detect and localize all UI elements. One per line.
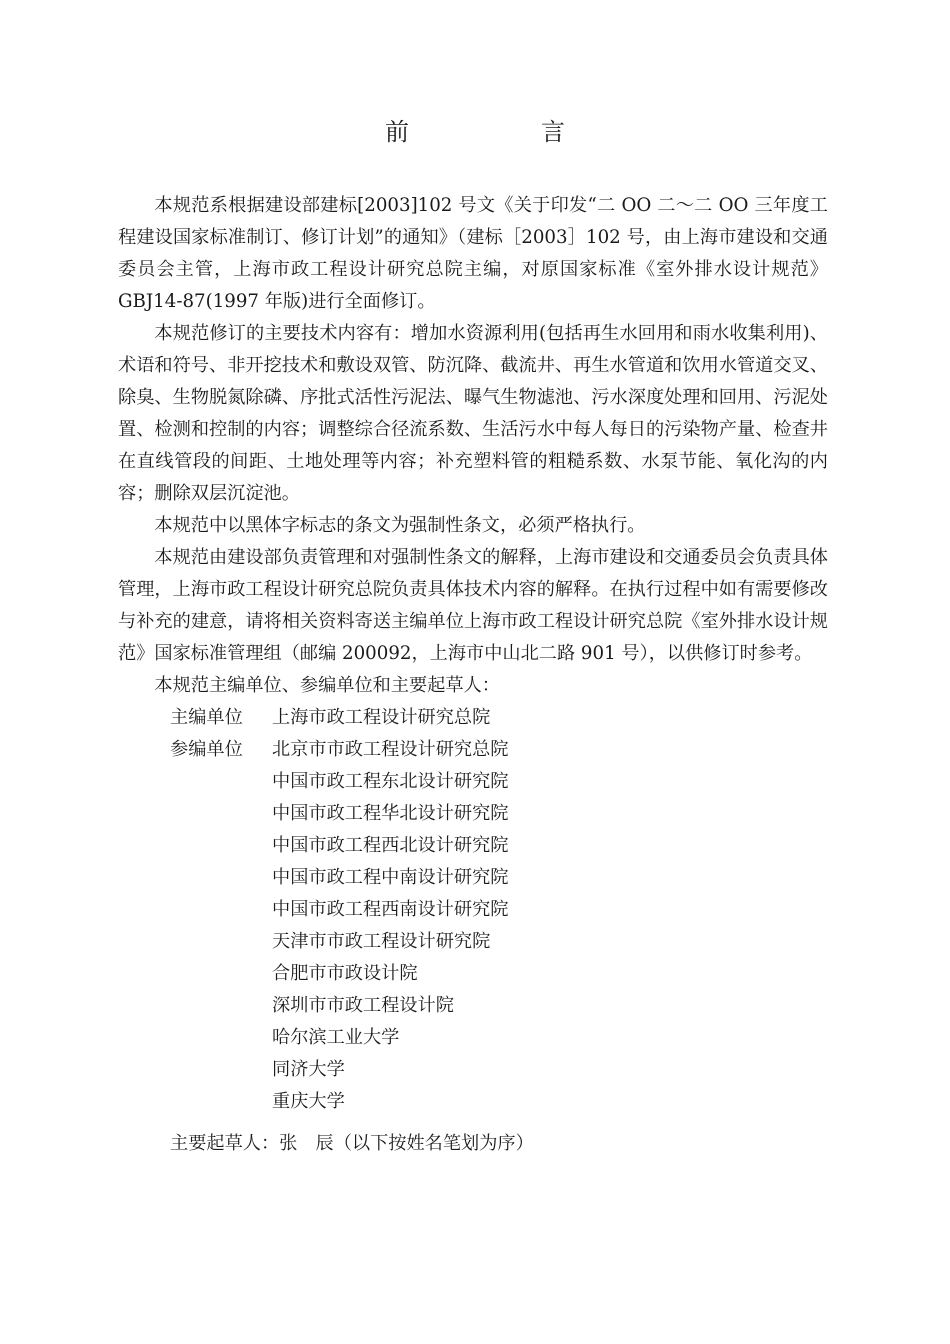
paragraph-1: 本规范系根据建设部建标[2003]102 号文《关于印发“二 OO 二～二 OO 三年度工程建设国家标准制订、修订计划”的通知》（建标［2003］102 号，由上海市建设和交通委员会主管，上海市政工程设计研究总院主编，对原国家标准《室外排水设计规范》GBJ14-87(1997 年版)进行全面修订。 bbox=[118, 195, 828, 312]
chief-unit-row bbox=[170, 702, 828, 734]
participating-units-row bbox=[170, 734, 828, 1118]
chief-unit-name: 上海市政工程设计研究总院 bbox=[272, 707, 491, 728]
participating-unit: 中国市政工程东北设计研究院 bbox=[272, 771, 509, 792]
page-title: 前 言 bbox=[385, 118, 619, 146]
main-drafters: 主要起草人：张 辰（以下按姓名笔划为序） bbox=[170, 1133, 534, 1154]
paragraph-3: 本规范中以黑体字标志的条文为强制性条文，必须严格执行。 bbox=[154, 515, 646, 536]
participating-unit: 中国市政工程西北设计研究院 bbox=[272, 835, 509, 856]
paragraph-2: 本规范修订的主要技术内容有：增加水资源利用(包括再生水回用和雨水收集利用)、术语和符号、非开挖技术和敷设双管、防沉降、截流井、再生水管道和饮用水管道交叉、除臭、生物脱氮除磷、序批式活性污泥法、曝气生物滤池、污水深度处理和回用、污泥处置、检测和控制的内容；调整综合径流系数、生活污水中每人每日的污染物产量、检查井在直线管段的间距、土地处理等内容；补充塑料管的粗糙系数、水泵节能、氧化沟的内容；删除双层沉淀池。 bbox=[118, 323, 828, 504]
participating-unit: 中国市政工程中南设计研究院 bbox=[272, 867, 509, 888]
participating-unit: 北京市市政工程设计研究总院 bbox=[272, 739, 509, 760]
participating-unit: 同济大学 bbox=[272, 1059, 345, 1080]
participating-unit: 合肥市市政设计院 bbox=[272, 963, 418, 984]
participating-units-label: 参编单位 bbox=[170, 739, 243, 760]
preface-body bbox=[118, 190, 828, 1160]
units-section bbox=[118, 702, 828, 1118]
participating-unit: 深圳市市政工程设计院 bbox=[272, 995, 454, 1016]
participating-units-list bbox=[272, 734, 508, 1118]
chief-unit-label: 主编单位 bbox=[170, 707, 243, 728]
paragraph-5: 本规范主编单位、参编单位和主要起草人： bbox=[154, 675, 500, 696]
participating-unit: 中国市政工程西南设计研究院 bbox=[272, 899, 509, 920]
participating-unit: 重庆大学 bbox=[272, 1091, 345, 1112]
participating-unit: 天津市市政工程设计研究院 bbox=[272, 931, 491, 952]
participating-unit: 中国市政工程华北设计研究院 bbox=[272, 803, 509, 824]
paragraph-4: 本规范由建设部负责管理和对强制性条文的解释，上海市建设和交通委员会负责具体管理，上海市政工程设计研究总院负责具体技术内容的解释。在执行过程中如有需要修改与补充的建意，请将相关资料寄送主编单位上海市政工程设计研究总院《室外排水设计规范》国家标准管理组（邮编 200092，上海市中山北二路 901 号），以供修订时参考。 bbox=[118, 547, 828, 664]
participating-unit: 哈尔滨工业大学 bbox=[272, 1027, 400, 1048]
